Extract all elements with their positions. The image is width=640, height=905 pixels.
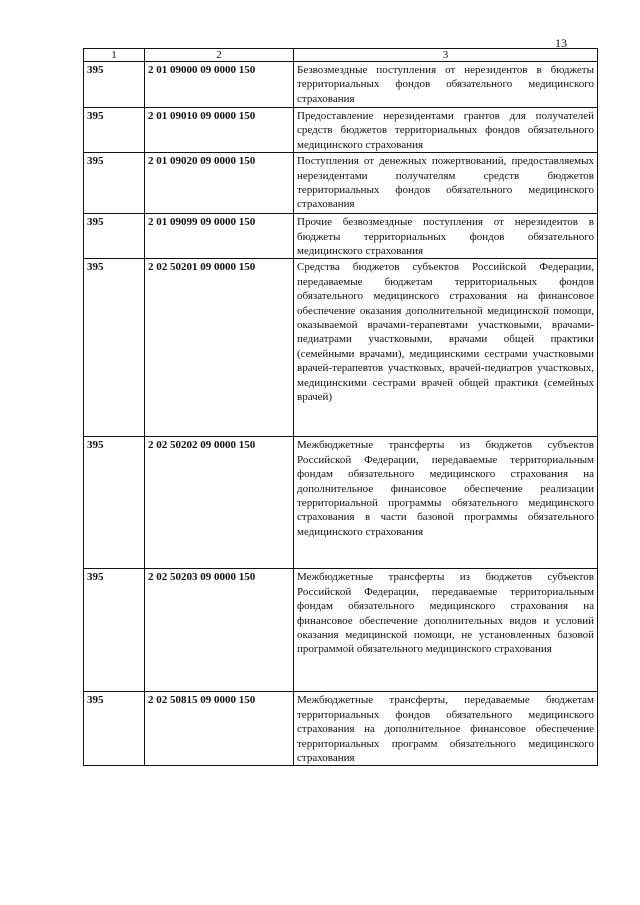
header-col-2: 2 bbox=[145, 49, 294, 62]
table-row bbox=[84, 259, 598, 437]
admin-code-cell: 395 bbox=[84, 153, 145, 214]
page-number: 13 bbox=[555, 36, 567, 50]
budget-code-cell: 2 02 50815 09 0000 150 bbox=[145, 692, 294, 766]
budget-code-cell: 2 02 50203 09 0000 150 bbox=[145, 569, 294, 692]
budget-code-cell: 2 01 09099 09 0000 150 bbox=[145, 214, 294, 259]
table-header-row bbox=[84, 49, 598, 62]
admin-code-cell: 395 bbox=[84, 214, 145, 259]
budget-code-cell: 2 01 09020 09 0000 150 bbox=[145, 153, 294, 214]
description-cell: Межбюджетные трансферты из бюджетов субъектов Российской Федерации, передаваемые территориальным фондам обязательного медицинского страхования на финансовое обеспечение дополнительных видов и условий оказания медицинской помощи, не установленных базовой программой обязательного медицинского страхования bbox=[294, 569, 598, 692]
table-row bbox=[84, 62, 598, 108]
description-cell: Предоставление нерезидентами грантов для получателей средств бюджетов территориальных фондов обязательного медицинского страхования bbox=[294, 108, 598, 153]
budget-code-cell: 2 01 09000 09 0000 150 bbox=[145, 62, 294, 108]
table-row bbox=[84, 692, 598, 766]
header-col-1: 1 bbox=[84, 49, 145, 62]
budget-code-cell: 2 01 09010 09 0000 150 bbox=[145, 108, 294, 153]
budget-code-cell: 2 02 50202 09 0000 150 bbox=[145, 437, 294, 569]
description-cell: Поступления от денежных пожертвований, предоставляемых нерезидентами получателям средств бюджетов территориальных фондов обязательного медицинского страхования bbox=[294, 153, 598, 214]
table-row bbox=[84, 153, 598, 214]
table-row bbox=[84, 569, 598, 692]
description-cell: Межбюджетные трансферты, передаваемые бюджетам территориальных фондов обязательного медицинского страхования на дополнительное финансовое обеспечение территориальных программ обязательного медицинского страхования bbox=[294, 692, 598, 766]
budget-code-cell: 2 02 50201 09 0000 150 bbox=[145, 259, 294, 437]
admin-code-cell: 395 bbox=[84, 108, 145, 153]
admin-code-cell: 395 bbox=[84, 569, 145, 692]
header-col-3: 3 bbox=[294, 49, 598, 62]
admin-code-cell: 395 bbox=[84, 62, 145, 108]
description-cell: Межбюджетные трансферты из бюджетов субъектов Российской Федерации, передаваемые территориальным фондам обязательного медицинского страхования на дополнительное финансовое обеспечение реализации территориальной программы обязательного медицинского страхования в части базовой программы обязательного медицинского страхования bbox=[294, 437, 598, 569]
description-cell: Средства бюджетов субъектов Российской Федерации, передаваемые бюджетам территориальных фондов обязательного медицинского страхования на финансовое обеспечение оказания дополнительной медицинской помощи, оказываемой врачами-терапевтами участковыми, врачами-педиатрами участковыми, врачами общей практики (семейными врачами), медицинскими сестрами участковыми врачей-терапевтов участковых, врачей-педиатров участковых, медицинскими сестрами врачей общей практики (семейных врачей) bbox=[294, 259, 598, 437]
admin-code-cell: 395 bbox=[84, 692, 145, 766]
admin-code-cell: 395 bbox=[84, 259, 145, 437]
budget-classification-table bbox=[83, 48, 598, 766]
table-row bbox=[84, 214, 598, 259]
admin-code-cell: 395 bbox=[84, 437, 145, 569]
description-cell: Безвозмездные поступления от нерезидентов в бюджеты территориальных фондов обязательного медицинского страхования bbox=[294, 62, 598, 108]
description-cell: Прочие безвозмездные поступления от нерезидентов в бюджеты территориальных фондов обязательного медицинского страхования bbox=[294, 214, 598, 259]
table-row bbox=[84, 437, 598, 569]
table-row bbox=[84, 108, 598, 153]
